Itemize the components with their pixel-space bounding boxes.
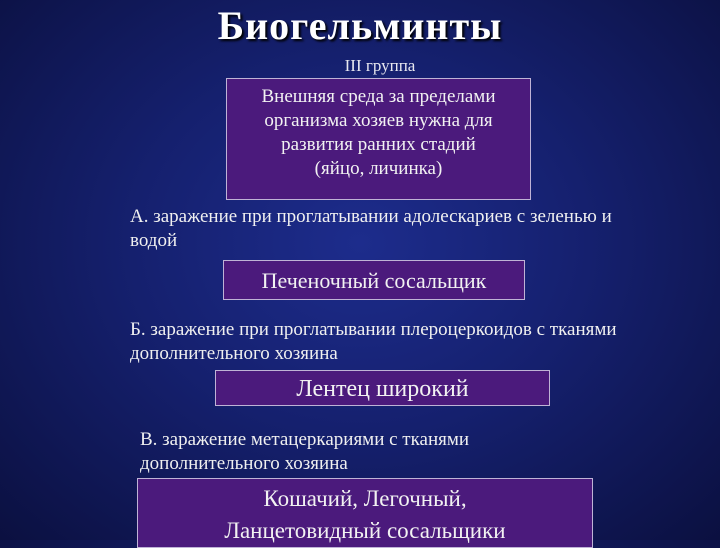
- parasite-line: Ланцетовидный сосальщики: [224, 518, 506, 543]
- environment-line: организма хозяев нужна для: [264, 110, 493, 131]
- slide-title: Биогельминты: [217, 3, 503, 48]
- environment-line: Внешняя среда за пределами: [261, 86, 496, 107]
- environment-box: [226, 78, 531, 200]
- parasite-line: Кошачий, Легочный,: [263, 486, 467, 511]
- environment-line: (яйцо, личинка): [314, 158, 443, 179]
- parasite-box-b: Лентец широкий: [215, 370, 550, 406]
- parasite-box-v: [137, 478, 593, 548]
- infection-route-b: Б. заражение при проглатывании плероцеркоидов с тканями дополнительного хозяина: [130, 319, 617, 364]
- environment-line: развития ранних стадий: [281, 134, 476, 155]
- infection-route-v: В. заражение метацеркариями с тканями дополнительного хозяина: [140, 429, 470, 474]
- infection-route-a: А. заражение при проглатывании адолескариев с зеленью и водой: [130, 206, 612, 251]
- parasite-box-a: Печеночный сосальщик: [223, 260, 525, 300]
- group-label: III группа: [344, 56, 416, 75]
